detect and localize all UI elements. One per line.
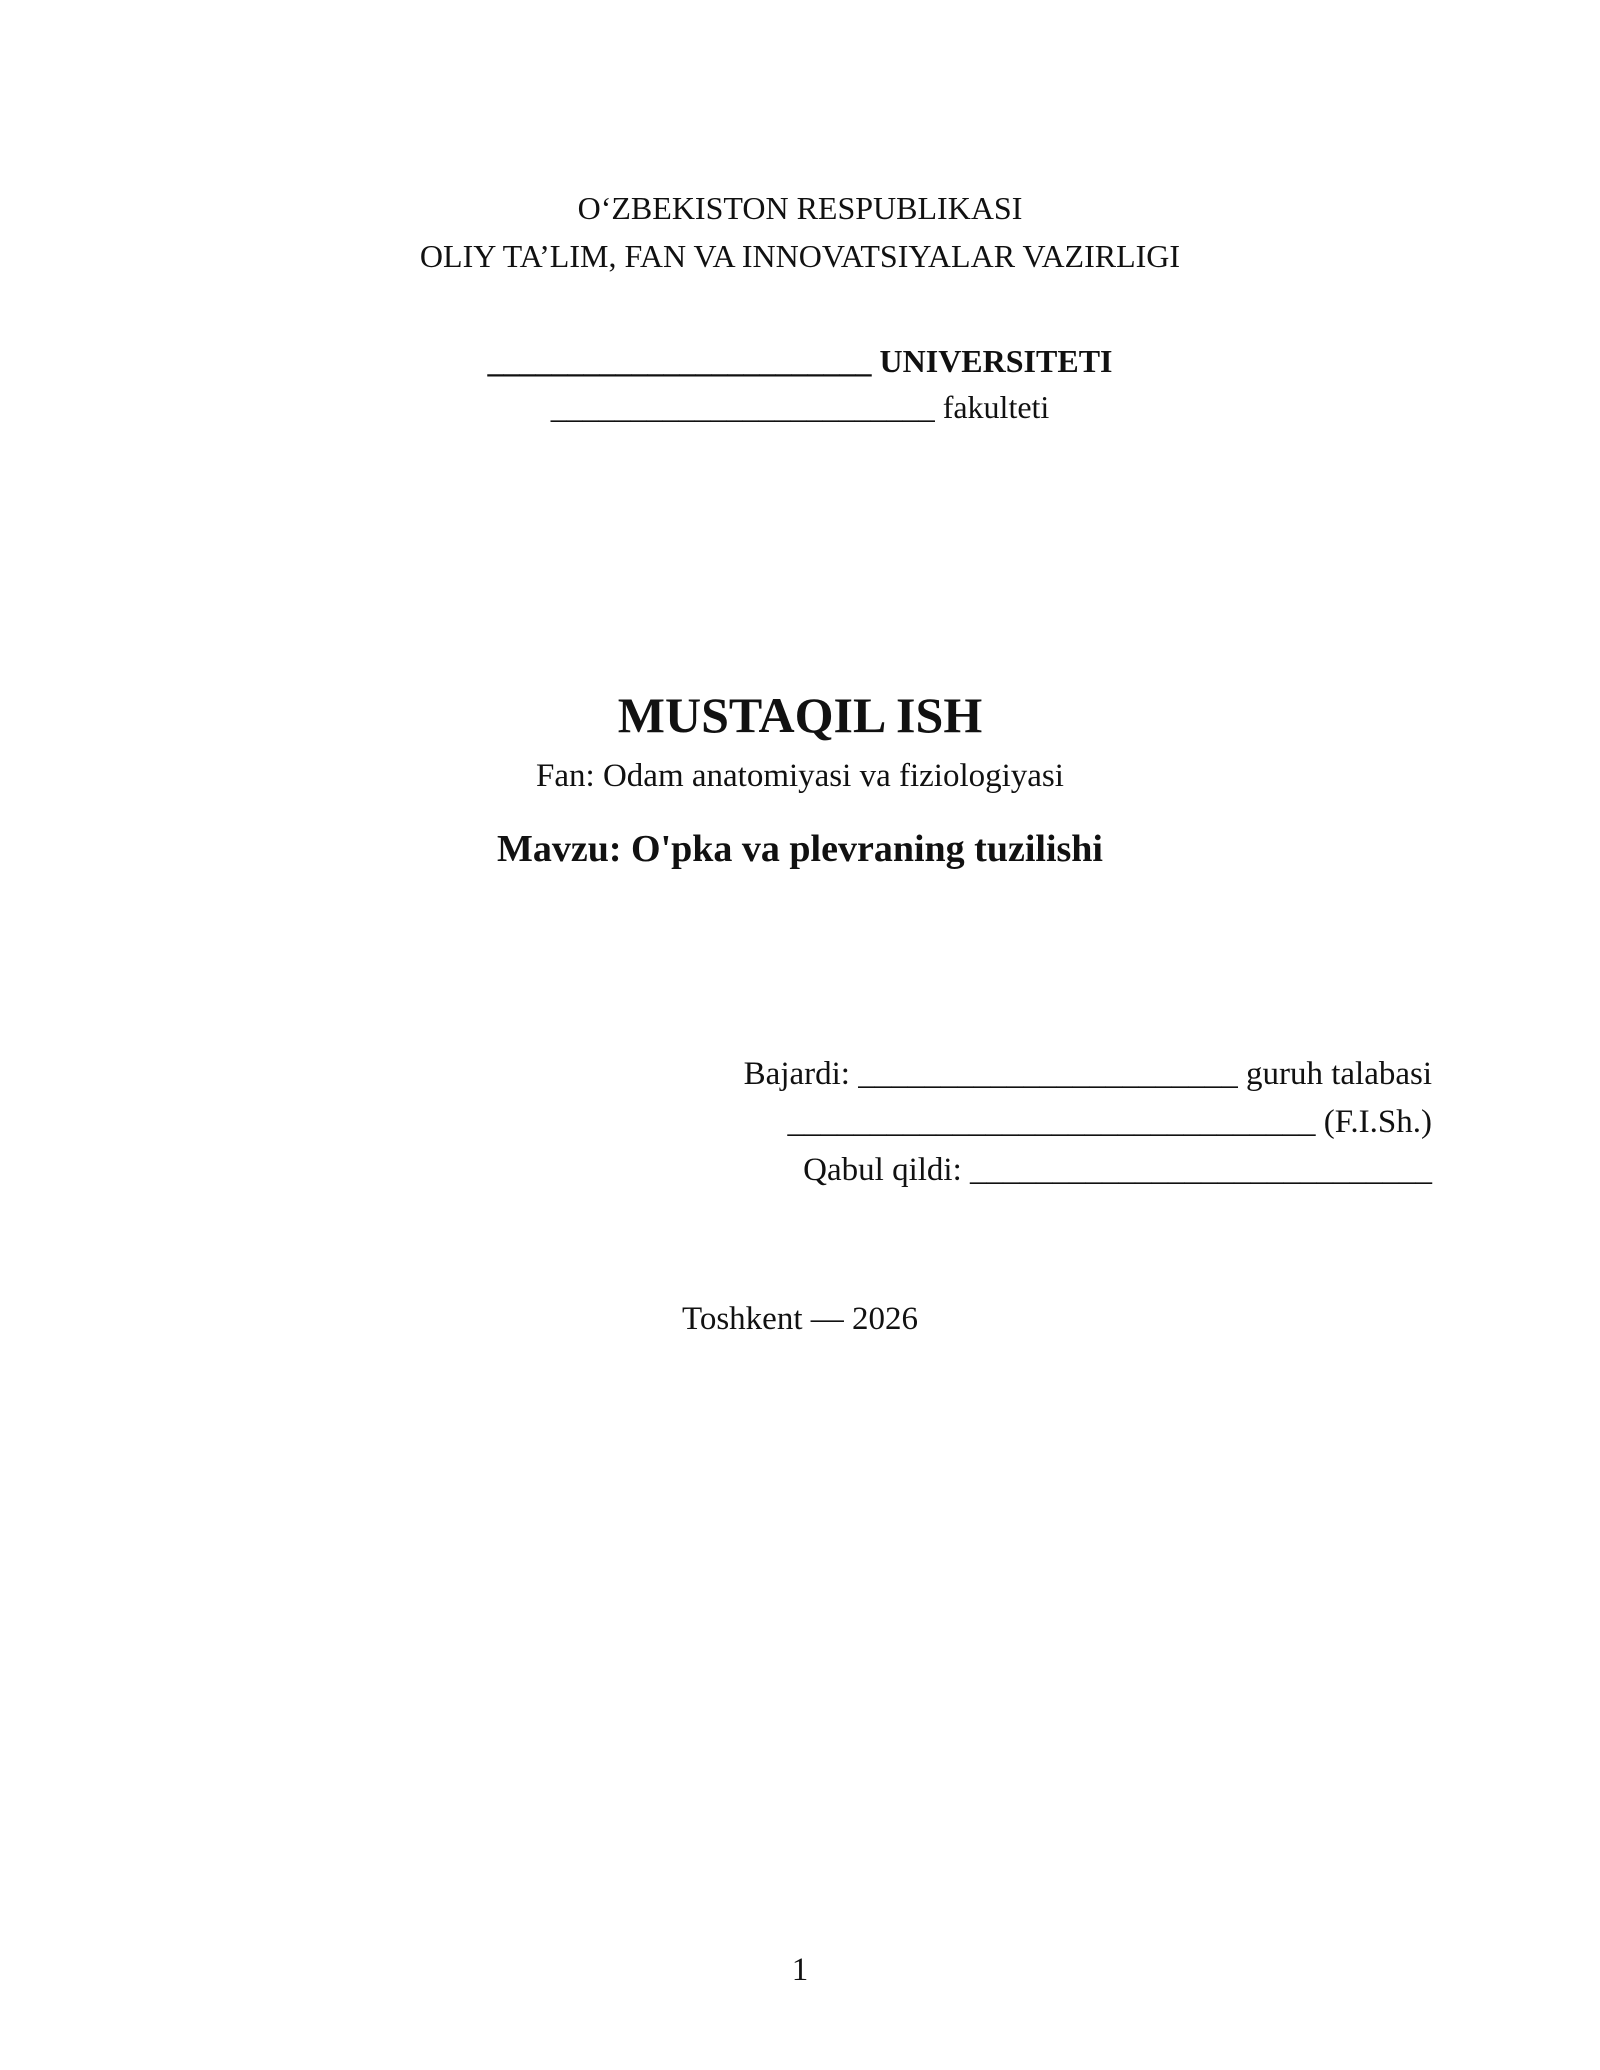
- accepted-by-line: Qabul qildi: ____________________________: [803, 1152, 1432, 1188]
- course-name: Fan: Odam anatomiyasi va fiziologiyasi: [536, 758, 1064, 794]
- university-line: ________________________ UNIVERSITETI: [487, 343, 1113, 379]
- faculty-line: ________________________ fakulteti: [550, 389, 1050, 425]
- page-number: 1: [791, 1952, 809, 1988]
- topic-title: Mavzu: O'pka va plevraning tuzilishi: [497, 828, 1103, 870]
- student-full-name-line: ________________________________ (F.I.Sh.): [787, 1104, 1432, 1140]
- performed-by-line: Bajardi: _______________________ guruh talabasi: [743, 1056, 1432, 1092]
- header-republic: O‘ZBEKISTON RESPUBLIKASI: [577, 190, 1023, 226]
- header-ministry: OLIY TA’LIM, FAN VA INNOVATSIYALAR VAZIRLIGI: [419, 238, 1181, 274]
- place-year: Toshkent — 2026: [681, 1301, 918, 1337]
- document-title: MUSTAQIL ISH: [617, 687, 983, 743]
